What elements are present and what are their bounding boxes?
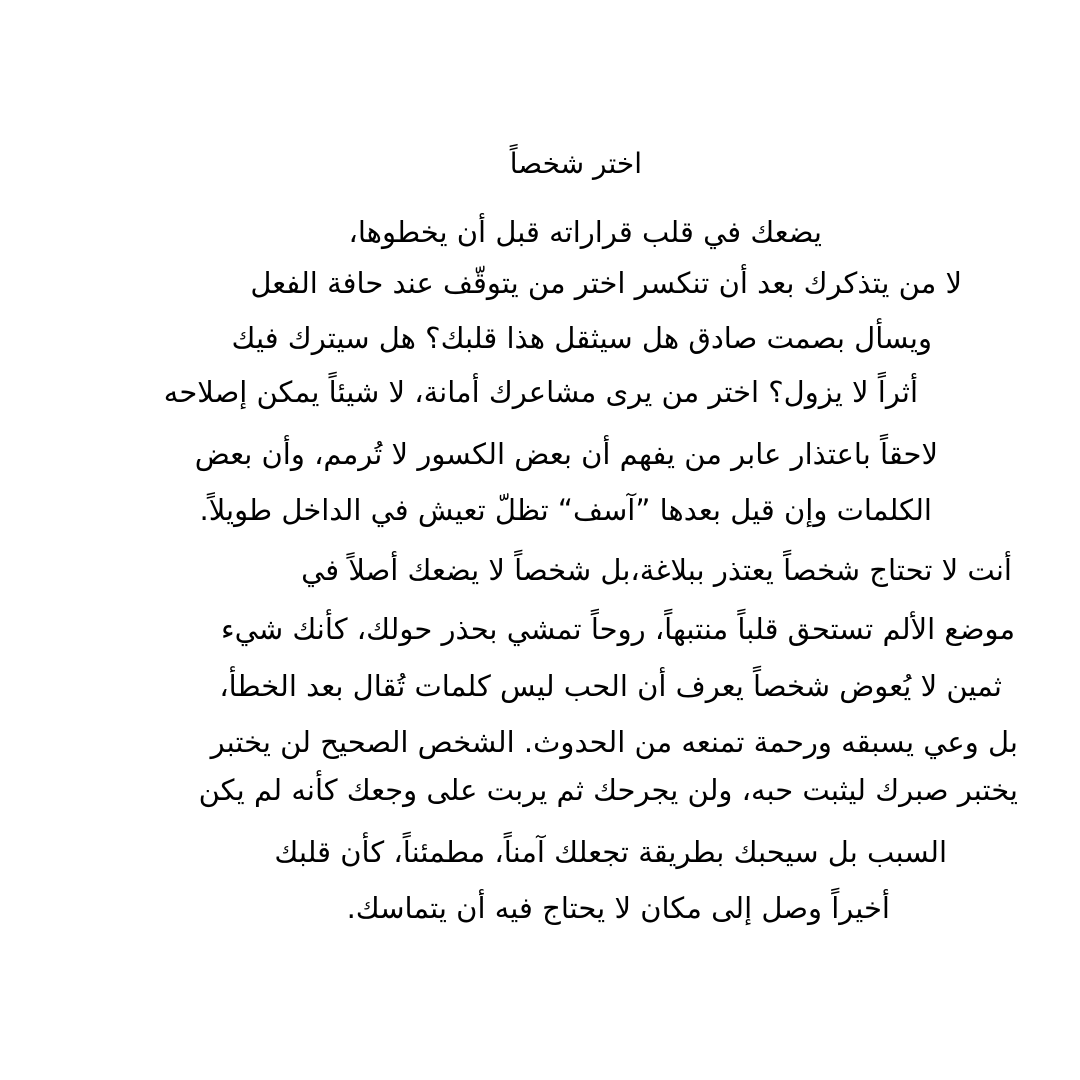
text-line: موضع الألم تستحق قلباً منتبهاً، روحاً تمشي بحذر حولك، كأنك شيء [221,612,1015,646]
document-title: اختر شخصاً [509,147,642,180]
text-line: أنت لا تحتاج شخصاً يعتذر ببلاغة،بل شخصاً لا يضعك أصلاً في [301,553,1012,587]
text-line: يضعك في قلب قراراته قبل أن يخطوها، [348,215,822,249]
text-line: الكلمات وإن قيل بعدها ”آسف“ تظلّ تعيش في الداخل طويلاً. [199,493,932,527]
text-line: ويسأل بصمت صادق هل سيثقل هذا قلبك؟ هل سيترك فيك [231,321,932,355]
text-line: السبب بل سيحبك بطريقة تجعلك آمناً، مطمئناً، كأن قلبك [274,835,947,869]
text-line: أثراً لا يزول؟ اختر من يرى مشاعرك أمانة، لا شيئاً يمكن إصلاحه [163,375,918,409]
text-line: أخيراً وصل إلى مكان لا يحتاج فيه أن يتماسك. [346,891,890,925]
text-line: لا من يتذكرك بعد أن تنكسر اختر من يتوقّف عند حافة الفعل [250,266,962,300]
text-line: يختبر صبرك ليثبت حبه، ولن يجرحك ثم يربت على وجعك كأنه لم يكن [198,773,1018,807]
text-line: بل وعي يسبقه ورحمة تمنعه من الحدوث. الشخص الصحيح لن يختبر [210,725,1018,759]
text-line: لاحقاً باعتذار عابر من يفهم أن بعض الكسور لا تُرمم، وأن بعض [194,437,938,471]
text-line: ثمين لا يُعوض شخصاً يعرف أن الحب ليس كلمات تُقال بعد الخطأ، [219,669,1002,703]
